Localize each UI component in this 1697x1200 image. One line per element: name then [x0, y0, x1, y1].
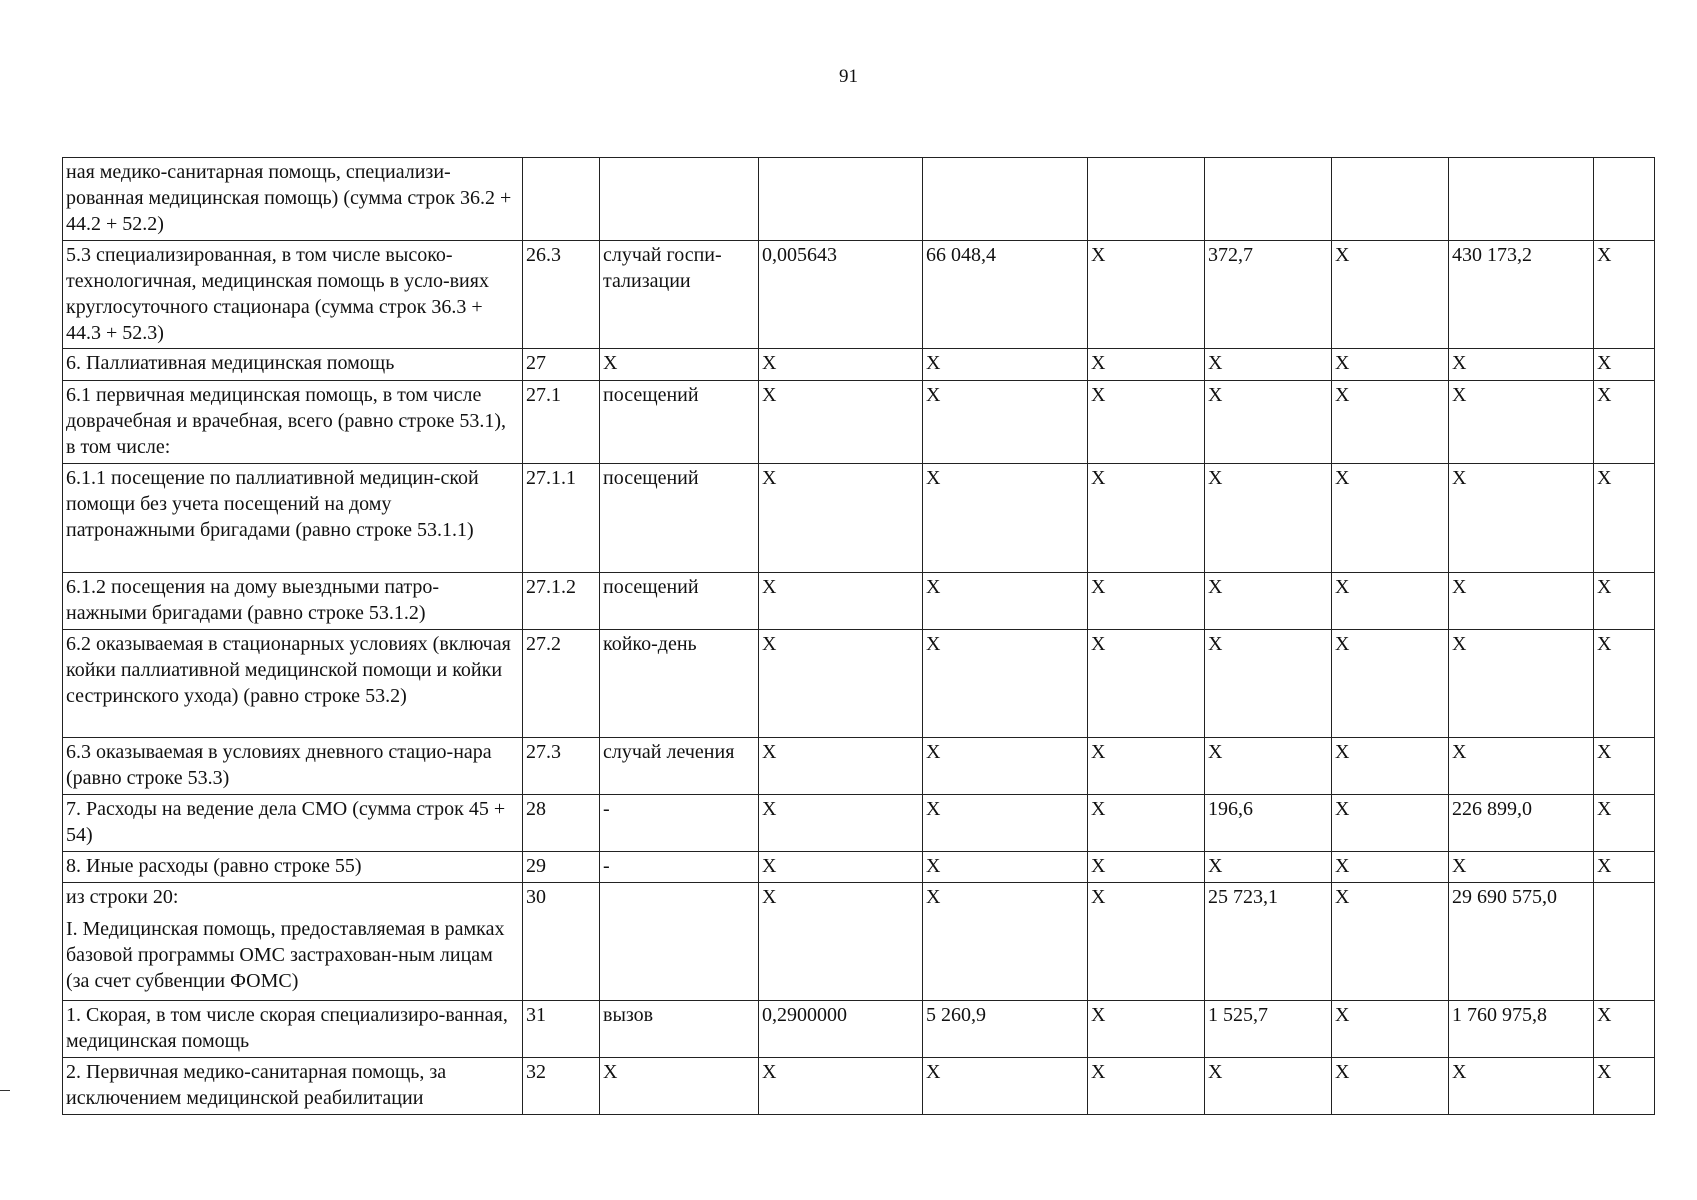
unit-cell: посещений [600, 573, 759, 630]
unit-cell: случай госпи-тализации [600, 241, 759, 349]
value-cell-4: Х [759, 573, 923, 630]
value-cell-6: Х [1088, 883, 1205, 1001]
value-cell-8: Х [1332, 241, 1449, 349]
row-name-cell: 8. Иные расходы (равно строке 55) [63, 852, 523, 883]
page-number: 91 [839, 66, 858, 87]
value-cell-8: Х [1332, 883, 1449, 1001]
value-cell-7: Х [1205, 464, 1332, 573]
table-row [63, 381, 1655, 464]
row-code-cell: 27.1.2 [523, 573, 600, 630]
value-cell-5: Х [923, 630, 1088, 738]
row-code-cell: 27.2 [523, 630, 600, 738]
unit-cell: посещений [600, 464, 759, 573]
value-cell-7: Х [1205, 630, 1332, 738]
row-code-cell [523, 158, 600, 241]
row-code-cell: 28 [523, 795, 600, 852]
unit-cell [600, 883, 759, 1001]
value-cell-6: Х [1088, 381, 1205, 464]
unit-cell: - [600, 852, 759, 883]
value-cell-10: Х [1594, 241, 1655, 349]
row-name-cell: 6.1.1 посещение по паллиативной медицин-ской помощи без учета посещений на дому патронажными бригадами (равно строке 53.1.1) [63, 464, 523, 573]
value-cell-5: Х [923, 349, 1088, 381]
row-name-cell: 2. Первичная медико-санитарная помощь, за исключением медицинской реабилитации [63, 1058, 523, 1115]
value-cell-8: Х [1332, 852, 1449, 883]
value-cell-5: Х [923, 738, 1088, 795]
value-cell-6 [1088, 158, 1205, 241]
value-cell-6: Х [1088, 464, 1205, 573]
value-cell-10: Х [1594, 464, 1655, 573]
table-row [63, 349, 1655, 381]
unit-cell: - [600, 795, 759, 852]
value-cell-7: 1 525,7 [1205, 1001, 1332, 1058]
value-cell-7: 25 723,1 [1205, 883, 1332, 1001]
row-name-cell: 5.3 специализированная, в том числе высоко-технологичная, медицинская помощь в усло-виях круглосуточного стационара (сумма строк 36.3 + 44.3 + 52.3) [63, 241, 523, 349]
value-cell-8: Х [1332, 795, 1449, 852]
value-cell-4: Х [759, 795, 923, 852]
table-row [63, 795, 1655, 852]
value-cell-9: Х [1449, 630, 1594, 738]
value-cell-5 [923, 158, 1088, 241]
unit-cell: койко-день [600, 630, 759, 738]
row-name-cell: ная медико-санитарная помощь, специализи-рованная медицинская помощь) (сумма строк 36.2 + 44.2 + 52.2) [63, 158, 523, 241]
value-cell-5: Х [923, 573, 1088, 630]
table-row [63, 1001, 1655, 1058]
value-cell-7: 196,6 [1205, 795, 1332, 852]
row-subname-text: I. Медицинская помощь, предоставляемая в рамках базовой программы ОМС застрахован-ным лицам (за счет субвенции ФОМС) [66, 918, 505, 992]
value-cell-7: 372,7 [1205, 241, 1332, 349]
value-cell-10: Х [1594, 795, 1655, 852]
value-cell-6: Х [1088, 738, 1205, 795]
value-cell-4: 0,005643 [759, 241, 923, 349]
value-cell-5: Х [923, 883, 1088, 1001]
value-cell-7: Х [1205, 852, 1332, 883]
row-code-cell: 27.3 [523, 738, 600, 795]
value-cell-10: Х [1594, 738, 1655, 795]
value-cell-9: 1 760 975,8 [1449, 1001, 1594, 1058]
row-code-cell: 30 [523, 883, 600, 1001]
value-cell-8: Х [1332, 464, 1449, 573]
value-cell-9: Х [1449, 381, 1594, 464]
row-name-cell: 6.3 оказываемая в условиях дневного стацио-нара (равно строке 53.3) [63, 738, 523, 795]
value-cell-5: Х [923, 381, 1088, 464]
value-cell-9: Х [1449, 464, 1594, 573]
row-name-cell: 1. Скорая, в том числе скорая специализиро-ванная, медицинская помощь [63, 1001, 523, 1058]
value-cell-4: Х [759, 349, 923, 381]
table-row [63, 241, 1655, 349]
row-code-cell: 27 [523, 349, 600, 381]
value-cell-4: Х [759, 630, 923, 738]
unit-cell [600, 158, 759, 241]
value-cell-8: Х [1332, 349, 1449, 381]
row-name-cell: 7. Расходы на ведение дела СМО (сумма строк 45 + 54) [63, 795, 523, 852]
value-cell-9: 29 690 575,0 [1449, 883, 1594, 1001]
unit-cell: вызов [600, 1001, 759, 1058]
value-cell-10: Х [1594, 630, 1655, 738]
value-cell-4: Х [759, 883, 923, 1001]
value-cell-5: Х [923, 795, 1088, 852]
value-cell-6: Х [1088, 852, 1205, 883]
value-cell-9: 226 899,0 [1449, 795, 1594, 852]
unit-cell: Х [600, 349, 759, 381]
value-cell-6: Х [1088, 630, 1205, 738]
value-cell-10: Х [1594, 852, 1655, 883]
row-name-text: из строки 20: [66, 886, 179, 908]
value-cell-9: Х [1449, 349, 1594, 381]
row-name-cell: 6.2 оказываемая в стационарных условиях (включая койки паллиативной медицинской помощи и койки сестринского ухода) (равно строке 53.2) [63, 630, 523, 738]
value-cell-4: Х [759, 464, 923, 573]
row-name-cell: 6. Паллиативная медицинская помощь [63, 349, 523, 381]
value-cell-5: Х [923, 464, 1088, 573]
table-row [63, 852, 1655, 883]
value-cell-7: Х [1205, 1058, 1332, 1115]
margin-tick [0, 1090, 10, 1091]
value-cell-10 [1594, 158, 1655, 241]
value-cell-8: Х [1332, 630, 1449, 738]
value-cell-10: Х [1594, 573, 1655, 630]
row-code-cell: 27.1.1 [523, 464, 600, 573]
value-cell-8 [1332, 158, 1449, 241]
unit-cell: случай лечения [600, 738, 759, 795]
row-code-cell: 31 [523, 1001, 600, 1058]
table-body [63, 158, 1655, 1115]
row-code-cell: 32 [523, 1058, 600, 1115]
value-cell-4: Х [759, 852, 923, 883]
value-cell-8: Х [1332, 738, 1449, 795]
value-cell-7: Х [1205, 349, 1332, 381]
value-cell-10: Х [1594, 381, 1655, 464]
value-cell-6: Х [1088, 1058, 1205, 1115]
value-cell-9: Х [1449, 573, 1594, 630]
value-cell-4: Х [759, 381, 923, 464]
row-name-cell [63, 883, 523, 1001]
value-cell-10: Х [1594, 1001, 1655, 1058]
table-row [63, 573, 1655, 630]
value-cell-9: Х [1449, 852, 1594, 883]
row-name-cell: 6.1 первичная медицинская помощь, в том числе доврачебная и врачебная, всего (равно строке 53.1), в том числе: [63, 381, 523, 464]
value-cell-9: 430 173,2 [1449, 241, 1594, 349]
row-code-cell: 29 [523, 852, 600, 883]
value-cell-5: 66 048,4 [923, 241, 1088, 349]
value-cell-8: Х [1332, 1001, 1449, 1058]
value-cell-8: Х [1332, 573, 1449, 630]
value-cell-6: Х [1088, 795, 1205, 852]
table-row [63, 883, 1655, 1001]
value-cell-8: Х [1332, 381, 1449, 464]
value-cell-6: Х [1088, 573, 1205, 630]
table-row [63, 738, 1655, 795]
row-code-cell: 26.3 [523, 241, 600, 349]
value-cell-8: Х [1332, 1058, 1449, 1115]
row-code-cell: 27.1 [523, 381, 600, 464]
value-cell-6: Х [1088, 349, 1205, 381]
value-cell-4: Х [759, 1058, 923, 1115]
value-cell-7: Х [1205, 738, 1332, 795]
value-cell-9 [1449, 158, 1594, 241]
row-name-cell: 6.1.2 посещения на дому выездными патро-нажными бригадами (равно строке 53.1.2) [63, 573, 523, 630]
value-cell-4: 0,2900000 [759, 1001, 923, 1058]
budget-table [62, 157, 1655, 1115]
table-row [63, 1058, 1655, 1115]
value-cell-10 [1594, 883, 1655, 1001]
value-cell-5: 5 260,9 [923, 1001, 1088, 1058]
value-cell-7: Х [1205, 573, 1332, 630]
value-cell-6: Х [1088, 241, 1205, 349]
value-cell-7: Х [1205, 381, 1332, 464]
value-cell-10: Х [1594, 1058, 1655, 1115]
value-cell-5: Х [923, 1058, 1088, 1115]
value-cell-10: Х [1594, 349, 1655, 381]
value-cell-6: Х [1088, 1001, 1205, 1058]
value-cell-4: Х [759, 738, 923, 795]
value-cell-4 [759, 158, 923, 241]
value-cell-9: Х [1449, 738, 1594, 795]
unit-cell: Х [600, 1058, 759, 1115]
value-cell-7 [1205, 158, 1332, 241]
table-row [63, 158, 1655, 241]
value-cell-9: Х [1449, 1058, 1594, 1115]
table-row [63, 630, 1655, 738]
table-row [63, 464, 1655, 573]
value-cell-5: Х [923, 852, 1088, 883]
unit-cell: посещений [600, 381, 759, 464]
